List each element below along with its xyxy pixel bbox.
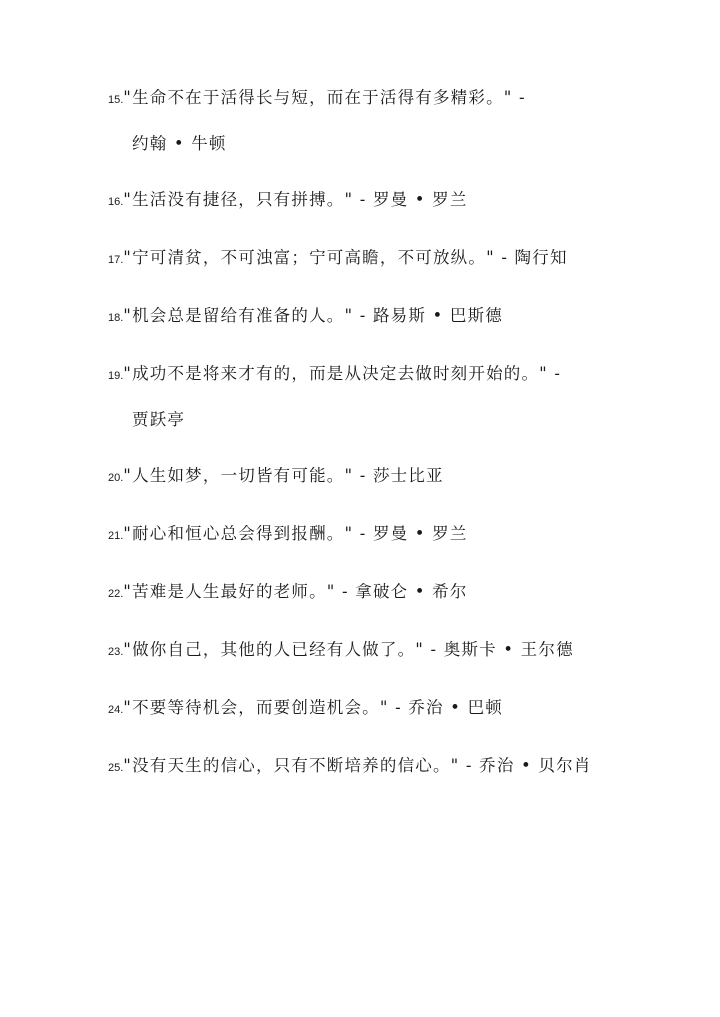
quote-item-22 [108,578,628,608]
quote-number: 21. [108,530,124,542]
quote-number: 22. [108,588,124,600]
quote-item-17 [108,244,628,274]
quote-number: 24. [108,704,124,716]
quote-text: "耐心和恒心总会得到报酬。" - 罗曼 • 罗兰 [123,524,468,543]
quote-list [108,84,628,782]
quote-text: "生活没有捷径，只有拼搏。" - 罗曼 • 罗兰 [123,190,468,209]
quote-text-continuation: 贾跃亭 [132,410,186,429]
quote-text: "苦难是人生最好的老师。" - 拿破仑 • 希尔 [123,582,468,601]
quote-number: 17. [108,254,124,266]
quote-number: 19. [108,370,124,382]
quote-item-15 [108,84,628,158]
quote-item-18 [108,302,628,332]
quote-text: "宁可清贫，不可浊富；宁可高瞻，不可放纵。" - 陶行知 [123,248,568,267]
quote-item-20 [108,462,628,492]
quote-number: 16. [108,196,124,208]
quote-text: "没有天生的信心，只有不断培养的信心。" - 乔治 • 贝尔肖 [123,756,592,775]
quote-text-continuation: 约翰 • 牛顿 [132,134,227,153]
quote-number: 20. [108,472,124,484]
quote-item-24 [108,694,628,724]
quote-number: 15. [108,94,124,106]
quote-text: "不要等待机会，而要创造机会。" - 乔治 • 巴顿 [123,698,503,717]
quote-text: "人生如梦，一切皆有可能。" - 莎士比亚 [123,466,444,485]
quote-number: 25. [108,762,124,774]
quote-text: "生命不在于活得长与短，而在于活得有多精彩。" - [123,88,526,107]
quote-item-25 [108,752,628,782]
quote-item-23 [108,636,628,666]
quote-text: "成功不是将来才有的，而是从决定去做时刻开始的。" - [123,364,562,383]
quote-item-16 [108,186,628,216]
quote-text: "做你自己，其他的人已经有人做了。" - 奥斯卡 • 王尔德 [123,640,574,659]
quote-number: 23. [108,646,124,658]
quote-text: "机会总是留给有准备的人。" - 路易斯 • 巴斯德 [123,306,503,325]
quote-number: 18. [108,312,124,324]
quote-item-21 [108,520,628,550]
quote-item-19 [108,360,628,434]
